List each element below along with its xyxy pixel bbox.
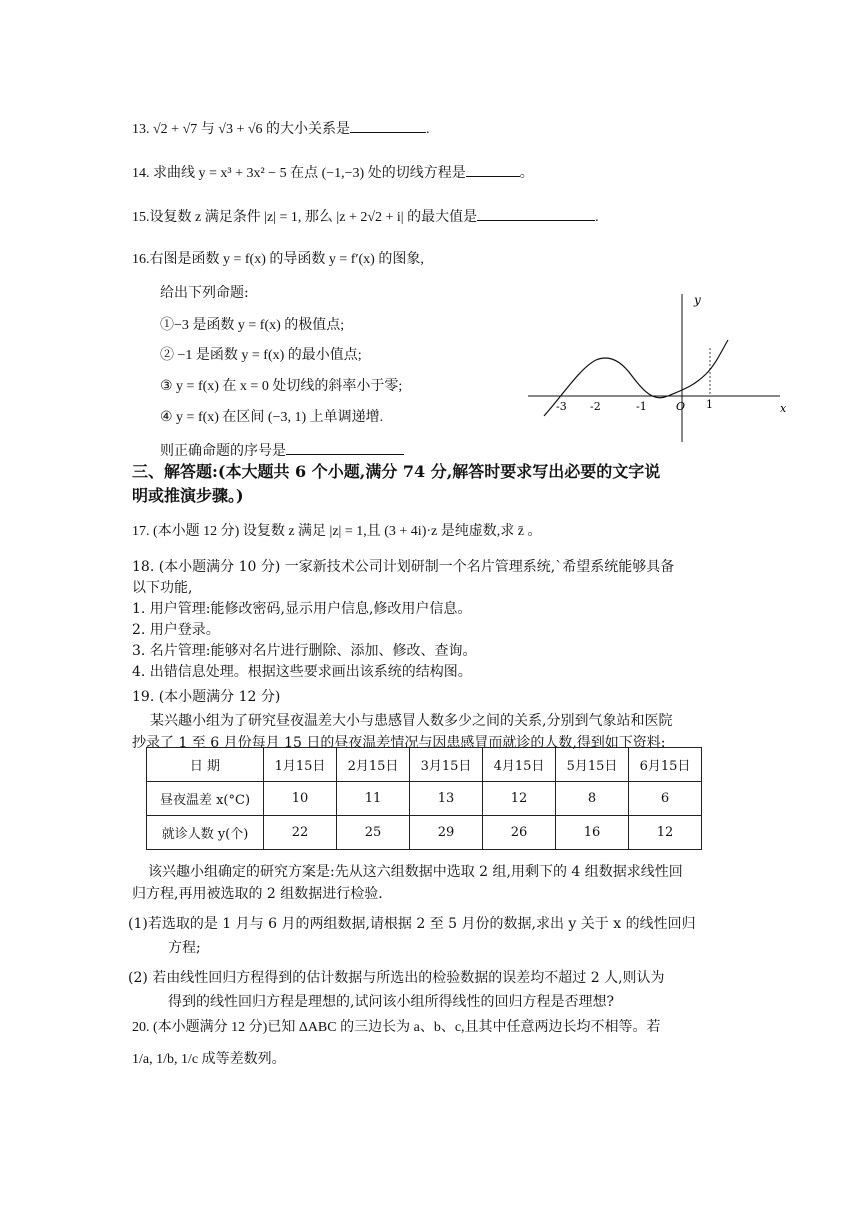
table-row <box>147 782 702 816</box>
q19-plan2: 归方程,再用被选取的 2 组数据进行检验. <box>132 886 383 902</box>
table-header-cell: 6月15日 <box>629 748 702 782</box>
q15-text: 15.设复数 z 满足条件 |z| = 1, 那么 |z + 2√2 + i| 的最大值是 <box>132 210 478 225</box>
q19-part2-a: (2) 若由线性回归方程得到的估计数据与所选出的检验数据的误差均不超过 2 人,则认为 <box>128 970 665 986</box>
table-cell: 26 <box>483 816 556 850</box>
q16-item-3: ③ y = f(x) 在 x = 0 处切线的斜率小于零; <box>160 379 403 394</box>
q16-answer-label: 则正确命题的序号是 <box>160 443 286 459</box>
derivative-graph <box>522 290 792 450</box>
data-table <box>146 747 702 850</box>
q18-item-2: 2. 用户登录。 <box>132 622 220 638</box>
q14-text: 求曲线 y = x³ + 3x² − 5 在点 (−1,−3) 处的切线方程是 <box>153 166 466 181</box>
q16-answer-line <box>160 440 404 461</box>
q18-item-1: 1. 用户管理:能修改密码,显示用户信息,修改用户信息。 <box>132 601 472 617</box>
q18-line2: 以下功能, <box>132 580 193 596</box>
question-14 <box>132 162 534 184</box>
q13-number: 13. <box>132 122 150 137</box>
table-cell: 13 <box>410 782 483 816</box>
table-cell: 29 <box>410 816 483 850</box>
origin-label: O <box>676 400 686 413</box>
q14-number: 14. <box>132 166 150 181</box>
question-13 <box>132 118 430 140</box>
x-axis-label: x <box>780 402 787 415</box>
question-17: 17. (本小题 12 分) 设复数 z 满足 |z| = 1,且 (3 + 4i)·z 是纯虚数,求 z̄ 。 <box>132 524 542 539</box>
q16-item-1: ①−3 是函数 y = f(x) 的极值点; <box>160 318 345 333</box>
q19-title: 19. (本小题满分 12 分) <box>132 689 281 705</box>
q19-part1-b: 方程; <box>168 940 201 956</box>
table-header-cell: 2月15日 <box>337 748 410 782</box>
q13-text: √2 + √7 与 √3 + √6 的大小关系是 <box>153 122 351 137</box>
table-header-cell: 日 期 <box>147 748 264 782</box>
answer-blank <box>466 162 520 177</box>
table-cell: 16 <box>556 816 629 850</box>
tick-neg1: -1 <box>636 400 647 413</box>
table-cell: 6 <box>629 782 702 816</box>
table-header-cell: 5月15日 <box>556 748 629 782</box>
row-label: 昼夜温差 x(°C) <box>147 782 264 816</box>
table-header-cell: 4月15日 <box>483 748 556 782</box>
q15-tail: . <box>595 210 599 225</box>
table-header-row <box>147 748 702 782</box>
question-15 <box>132 206 599 228</box>
q16-item-4: ④ y = f(x) 在区间 (−3, 1) 上单调递增. <box>160 410 384 425</box>
table-cell: 12 <box>483 782 556 816</box>
q19-para2: 抄录了 1 至 6 月份每月 15 日的昼夜温差情况与因患感冒而就诊的人数,得到如下资料: <box>132 735 666 751</box>
q16-item-2: ② −1 是函数 y = f(x) 的最小值点; <box>160 348 362 363</box>
q16-intro: 16.右图是函数 y = f(x) 的导函数 y = f′(x) 的图象, <box>132 252 424 267</box>
q18-line1: 18. (本小题满分 10 分) 一家新技术公司计划研制一个名片管理系统,`希望系统能够具备 <box>132 559 675 575</box>
tick-1: 1 <box>706 398 713 411</box>
table-cell: 25 <box>337 816 410 850</box>
row-label: 就诊人数 y(个) <box>147 816 264 850</box>
q19-part2-b: 得到的线性回归方程是理想的,试问该小组所得线性的回归方程是否理想? <box>168 994 614 1010</box>
q20-line1: 20. (本小题满分 12 分)已知 ΔABC 的三边长为 a、b、c,且其中任意两边长均不相等。若 <box>132 1020 661 1035</box>
table-cell: 12 <box>629 816 702 850</box>
section-3-heading-line1: 三、解答题:(本大题共 6 个小题,满分 74 分,解答时要求写出必要的文字说 <box>132 462 661 481</box>
table-cell: 22 <box>264 816 337 850</box>
q19-plan1: 该兴趣小组确定的研究方案是:先从这六组数据中选取 2 组,用剩下的 4 组数据求线性回 <box>148 864 683 880</box>
q16-prompt: 给出下列命题: <box>160 285 249 301</box>
y-axis-label: y <box>694 293 701 307</box>
q18-item-4: 4. 出错信息处理。根据这些要求画出该系统的结构图。 <box>132 664 472 680</box>
answer-blank <box>350 118 426 133</box>
q14-tail: 。 <box>519 166 534 181</box>
q19-para1: 某兴趣小组为了研究昼夜温差大小与患感冒人数多少之间的关系,分别到气象站和医院 <box>150 713 673 729</box>
table-cell: 8 <box>556 782 629 816</box>
tick-neg3: -3 <box>556 400 567 413</box>
q13-tail: . <box>426 122 430 137</box>
q20-line2: 1/a, 1/b, 1/c 成等差数列。 <box>132 1052 286 1067</box>
table-cell: 10 <box>264 782 337 816</box>
answer-blank <box>477 206 595 221</box>
table-header-cell: 3月15日 <box>410 748 483 782</box>
q19-part1-a: (1)若选取的是 1 月与 6 月的两组数据,请根据 2 至 5 月份的数据,求出 y 关于 x 的线性回归 <box>128 916 696 932</box>
answer-blank <box>286 440 404 455</box>
section-3-heading-line2: 明或推演步骤。) <box>132 486 244 505</box>
q18-item-3: 3. 名片管理:能够对名片进行删除、添加、修改、查询。 <box>132 643 477 659</box>
table-row <box>147 816 702 850</box>
table-cell: 11 <box>337 782 410 816</box>
table-header-cell: 1月15日 <box>264 748 337 782</box>
tick-neg2: -2 <box>590 400 601 413</box>
